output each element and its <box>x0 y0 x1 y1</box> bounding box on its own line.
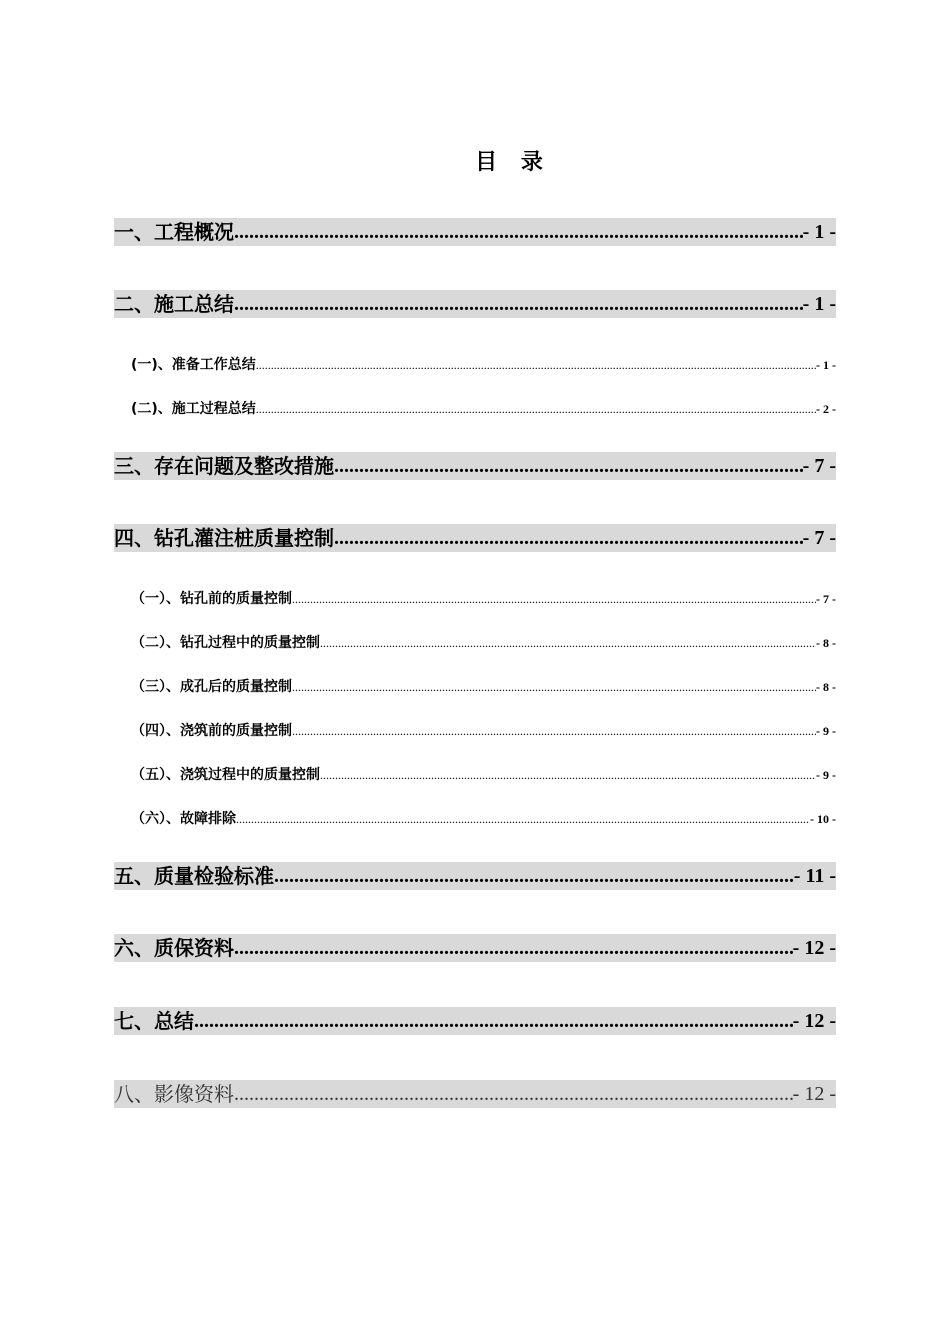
toc-entry-pile-quality-control[interactable] <box>114 524 836 552</box>
toc-entry-quality-documents[interactable] <box>114 934 836 962</box>
toc-entry-label: 二、施工总结 <box>114 292 234 316</box>
toc-page-number: - 7 - <box>802 455 836 477</box>
toc-dot-leader <box>234 1080 793 1108</box>
toc-entry-label: 四、钻孔灌注桩质量控制 <box>114 526 334 550</box>
toc-page-number: - 8 - <box>816 680 836 694</box>
toc-entry-project-overview[interactable] <box>114 218 836 246</box>
toc-dot-leader <box>292 589 816 609</box>
toc-dot-leader <box>256 355 816 375</box>
toc-entry-label: （六）、故障排除 <box>131 811 236 827</box>
toc-page-number: - 9 - <box>816 724 836 738</box>
toc-dot-leader <box>334 524 803 552</box>
toc-dot-leader <box>320 633 816 653</box>
toc-entry-label: （二）、钻孔过程中的质量控制 <box>131 635 320 651</box>
toc-entry-issues-rectification[interactable] <box>114 452 836 480</box>
toc-dot-leader <box>234 934 793 962</box>
toc-entry-process-summary[interactable] <box>131 399 836 419</box>
toc-entry-label: (一)、准备工作总结 <box>131 357 256 373</box>
toc-entry-troubleshooting[interactable] <box>131 809 836 829</box>
toc-dot-leader <box>320 765 816 785</box>
toc-page-number: - 12 - <box>792 1083 836 1105</box>
toc-page-number: - 1 - <box>802 221 836 243</box>
toc-entry-label: 八、影像资料 <box>114 1082 234 1106</box>
toc-entry-after-hole[interactable] <box>131 677 836 697</box>
toc-entry-label: 三、存在问题及整改措施 <box>114 454 334 478</box>
toc-entry-preparation-summary[interactable] <box>131 355 836 375</box>
toc-entry-label: （四）、浇筑前的质量控制 <box>131 723 292 739</box>
toc-page-number: - 7 - <box>802 527 836 549</box>
toc-entry-construction-summary[interactable] <box>114 290 836 318</box>
toc-dot-leader <box>256 399 816 419</box>
toc-dot-leader <box>194 1007 793 1035</box>
toc-page-number: - 2 - <box>816 402 836 416</box>
toc-entry-label: 一、工程概况 <box>114 220 234 244</box>
toc-entry-inspection-standards[interactable] <box>114 862 836 890</box>
toc-dot-leader <box>234 290 803 318</box>
toc-dot-leader <box>236 809 810 829</box>
toc-entry-label: 七、总结 <box>114 1009 194 1033</box>
toc-page-number: - 10 - <box>810 812 836 826</box>
toc-entry-before-pouring[interactable] <box>131 721 836 741</box>
toc-page-number: - 1 - <box>816 358 836 372</box>
toc-entry-label: (二)、施工过程总结 <box>131 401 256 417</box>
toc-page-number: - 8 - <box>816 636 836 650</box>
toc-entry-during-pouring[interactable] <box>131 765 836 785</box>
toc-dot-leader <box>292 721 816 741</box>
toc-dot-leader <box>274 862 794 890</box>
toc-entry-during-drilling[interactable] <box>131 633 836 653</box>
toc-entry-label: （三）、成孔后的质量控制 <box>131 679 292 695</box>
toc-dot-leader <box>334 452 803 480</box>
toc-entry-label: （五）、浇筑过程中的质量控制 <box>131 767 320 783</box>
toc-entry-conclusion[interactable] <box>114 1007 836 1035</box>
toc-page-number: - 12 - <box>792 937 836 959</box>
toc-title: 目 录 <box>475 150 551 175</box>
toc-dot-leader <box>234 218 803 246</box>
toc-page-number: - 12 - <box>792 1010 836 1032</box>
toc-page-number: - 1 - <box>802 293 836 315</box>
toc-dot-leader <box>292 677 816 697</box>
toc-page-number: - 9 - <box>816 768 836 782</box>
toc-entry-before-drilling[interactable] <box>131 589 836 609</box>
toc-entry-image-materials[interactable] <box>114 1080 836 1108</box>
toc-page-number: - 7 - <box>816 592 836 606</box>
toc-entry-label: 五、质量检验标准 <box>114 864 274 888</box>
toc-entry-label: 六、质保资料 <box>114 936 234 960</box>
toc-entry-label: （一）、钻孔前的质量控制 <box>131 591 292 607</box>
toc-page-number: - 11 - <box>793 865 836 887</box>
